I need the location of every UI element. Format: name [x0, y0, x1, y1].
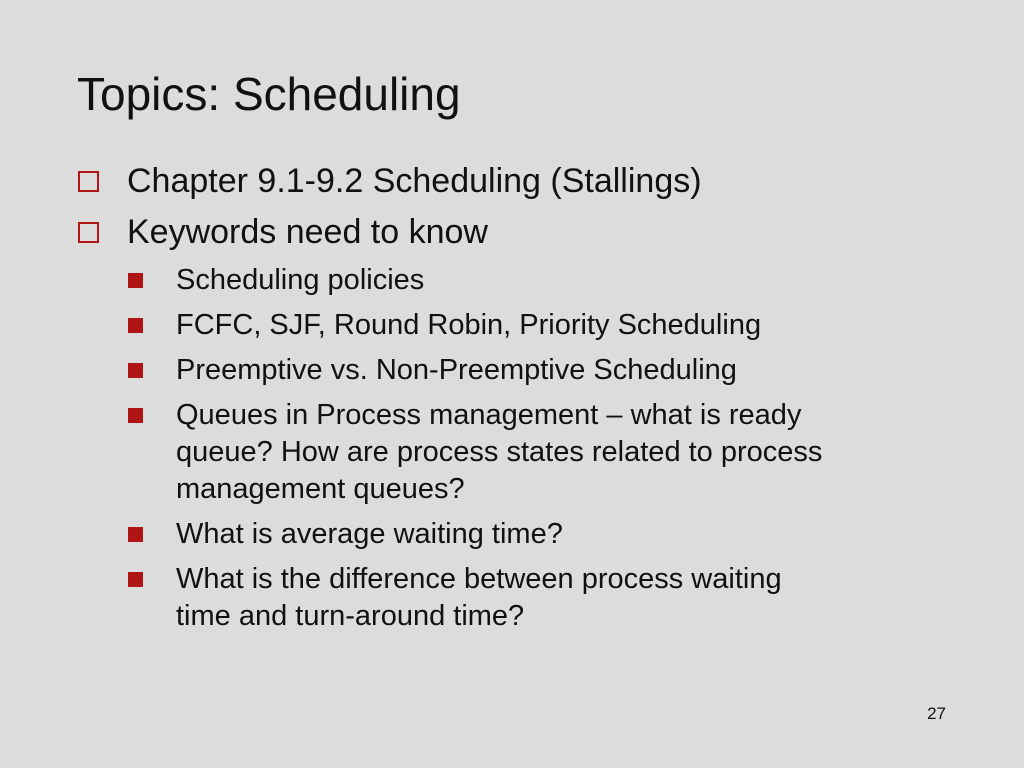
subbullet-text: Preemptive vs. Non-Preemptive Scheduling — [176, 354, 737, 386]
bullet-chapter — [78, 158, 978, 208]
bullet-text: Keywords need to know — [127, 213, 488, 251]
slide-title: Topics: Scheduling — [77, 68, 461, 120]
filled-square-bullet-icon — [128, 527, 143, 542]
hollow-square-bullet-icon — [78, 222, 99, 243]
subbullet-text: What is the difference between process waiting time and turn-around time? — [176, 563, 782, 632]
subbullet-text: What is average waiting time? — [176, 518, 563, 550]
filled-square-bullet-icon — [128, 273, 143, 288]
hollow-square-bullet-icon — [78, 171, 99, 192]
subbullet-text: FCFC, SJF, Round Robin, Priority Scheduling — [176, 309, 762, 341]
filled-square-bullet-icon — [128, 318, 143, 333]
bullet-keywords — [78, 209, 978, 259]
bullet-text: Chapter 9.1-9.2 Scheduling (Stallings) — [127, 162, 702, 200]
slide-number: 27 — [927, 704, 946, 723]
filled-square-bullet-icon — [128, 408, 143, 423]
subbullet-text: Queues in Process management – what is ready queue? How are process states related to process management queues? — [176, 399, 823, 505]
filled-square-bullet-icon — [128, 363, 143, 378]
subbullet-text: Scheduling policies — [176, 264, 425, 296]
filled-square-bullet-icon — [128, 572, 143, 587]
